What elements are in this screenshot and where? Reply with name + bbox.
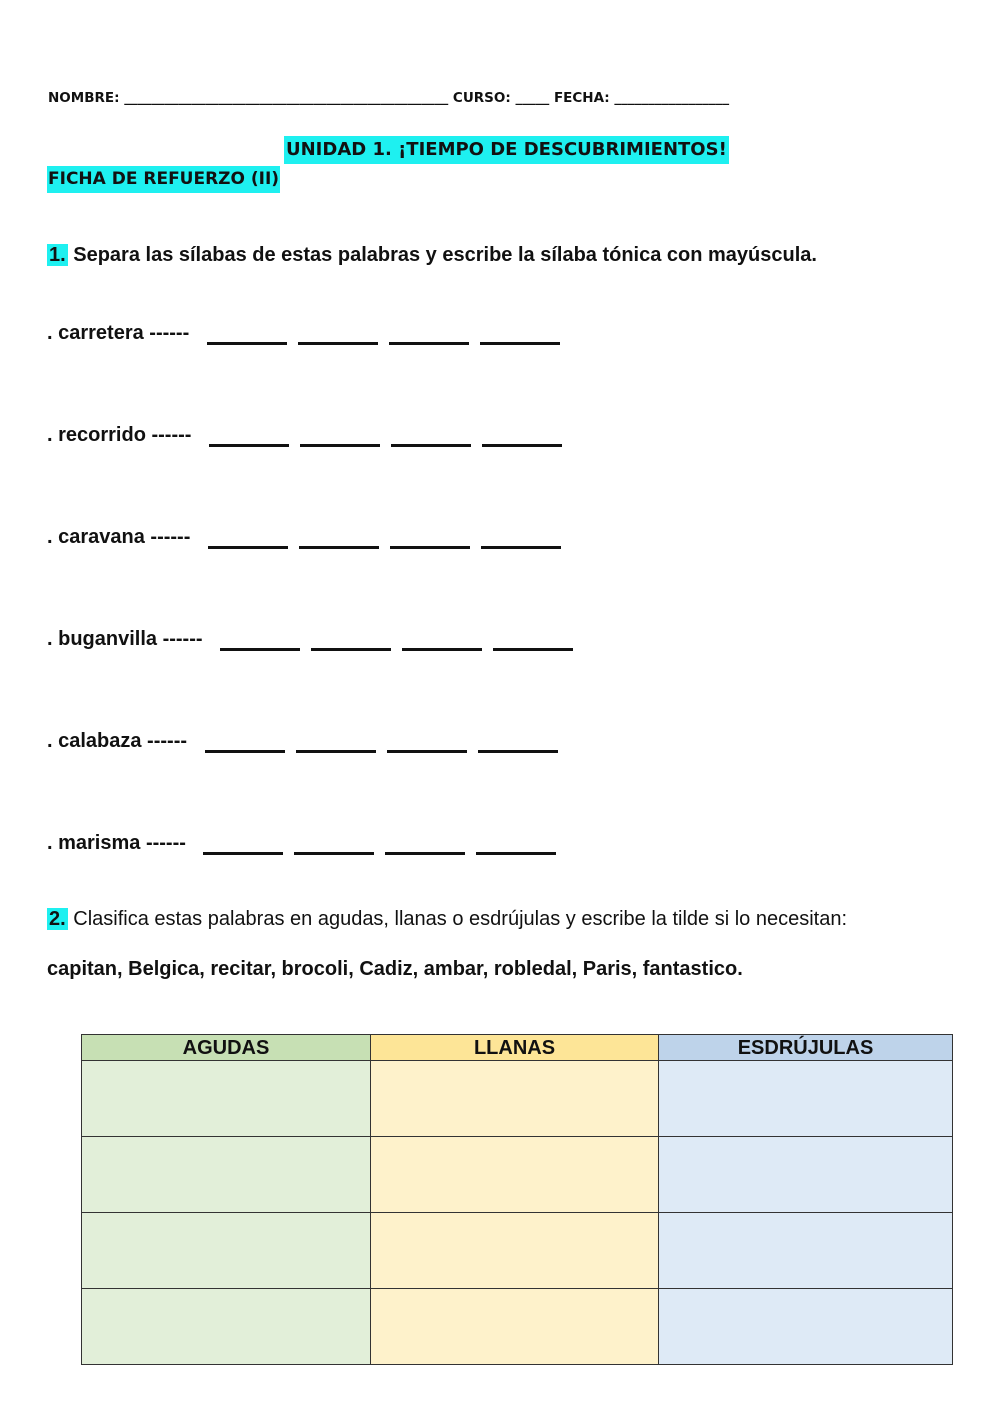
fecha-label: FECHA: bbox=[553, 90, 610, 106]
agudas-cell[interactable] bbox=[82, 1137, 371, 1213]
syllable-row bbox=[47, 424, 573, 447]
nombre-label: NOMBRE: bbox=[48, 90, 120, 106]
syllable-blank[interactable] bbox=[480, 323, 560, 345]
table-row bbox=[82, 1289, 953, 1365]
fecha-field[interactable]: _________________ bbox=[614, 90, 730, 106]
syllable-blank[interactable] bbox=[296, 731, 376, 753]
syllable-blank[interactable] bbox=[298, 323, 378, 345]
exercise-1-text: Separa las sílabas de estas palabras y escribe la sílaba tónica con mayúscula. bbox=[73, 244, 817, 266]
syllable-blank[interactable] bbox=[209, 425, 289, 447]
syllable-blank[interactable] bbox=[478, 731, 558, 753]
agudas-cell[interactable] bbox=[82, 1061, 371, 1137]
syllable-row bbox=[47, 730, 569, 753]
syllable-blank[interactable] bbox=[493, 629, 573, 651]
exercise-2-instruction bbox=[47, 908, 847, 931]
student-info-line bbox=[48, 90, 908, 106]
curso-label: CURSO: bbox=[452, 90, 511, 106]
exercise-2-word-list: capitan, Belgica, recitar, brocoli, Cadiz, ambar, robledal, Paris, fantastico. bbox=[47, 958, 743, 980]
syllable-blank[interactable] bbox=[220, 629, 300, 651]
header-agudas: AGUDAS bbox=[82, 1035, 371, 1061]
syllable-blank[interactable] bbox=[387, 731, 467, 753]
worksheet-subtitle: FICHA DE REFUERZO (II) bbox=[47, 166, 280, 193]
syllable-blank[interactable] bbox=[207, 323, 287, 345]
esdrujulas-cell[interactable] bbox=[659, 1137, 953, 1213]
syllable-blank[interactable] bbox=[482, 425, 562, 447]
header-esdrujulas: ESDRÚJULAS bbox=[659, 1035, 953, 1061]
syllable-blank[interactable] bbox=[208, 527, 288, 549]
table-row bbox=[82, 1213, 953, 1289]
exercise-2-text: Clasifica estas palabras en agudas, llanas o esdrújulas y escribe la tilde si lo necesitan: bbox=[73, 908, 848, 930]
curso-field[interactable]: _____ bbox=[515, 90, 550, 106]
unit-title: UNIDAD 1. ¡TIEMPO DE DESCUBRIMIENTOS! bbox=[284, 136, 729, 164]
llanas-cell[interactable] bbox=[371, 1137, 659, 1213]
llanas-cell[interactable] bbox=[371, 1213, 659, 1289]
word-label: . marisma ------ bbox=[47, 832, 186, 854]
syllable-blank[interactable] bbox=[205, 731, 285, 753]
word-label: . caravana ------ bbox=[47, 526, 191, 548]
esdrujulas-cell[interactable] bbox=[659, 1061, 953, 1137]
word-label: . buganvilla ------ bbox=[47, 628, 203, 650]
syllable-row bbox=[47, 526, 572, 549]
syllable-row bbox=[47, 832, 567, 855]
table-header-row bbox=[82, 1035, 953, 1061]
syllable-blank[interactable] bbox=[389, 323, 469, 345]
syllable-blank[interactable] bbox=[203, 833, 283, 855]
esdrujulas-cell[interactable] bbox=[659, 1213, 953, 1289]
syllable-row bbox=[47, 628, 584, 651]
exercise-1-number: 1. bbox=[49, 244, 66, 266]
exercise-1-instruction bbox=[47, 244, 817, 267]
classification-table bbox=[81, 1034, 953, 1365]
syllable-blank[interactable] bbox=[385, 833, 465, 855]
esdrujulas-cell[interactable] bbox=[659, 1289, 953, 1365]
syllable-blank[interactable] bbox=[476, 833, 556, 855]
syllable-blank[interactable] bbox=[294, 833, 374, 855]
word-label: . carretera ------ bbox=[47, 322, 190, 344]
syllable-blank[interactable] bbox=[299, 527, 379, 549]
llanas-cell[interactable] bbox=[371, 1061, 659, 1137]
nombre-field[interactable]: ________________________________________________ bbox=[124, 90, 449, 106]
word-label: . recorrido ------ bbox=[47, 424, 192, 446]
syllable-blank[interactable] bbox=[390, 527, 470, 549]
exercise-2-number: 2. bbox=[49, 908, 66, 930]
table-row bbox=[82, 1137, 953, 1213]
syllable-blank[interactable] bbox=[300, 425, 380, 447]
syllable-blank[interactable] bbox=[391, 425, 471, 447]
syllable-blank[interactable] bbox=[402, 629, 482, 651]
syllable-blank[interactable] bbox=[311, 629, 391, 651]
llanas-cell[interactable] bbox=[371, 1289, 659, 1365]
table-row bbox=[82, 1061, 953, 1137]
header-llanas: LLANAS bbox=[371, 1035, 659, 1061]
word-label: . calabaza ------ bbox=[47, 730, 188, 752]
syllable-row bbox=[47, 322, 571, 345]
agudas-cell[interactable] bbox=[82, 1289, 371, 1365]
agudas-cell[interactable] bbox=[82, 1213, 371, 1289]
syllable-blank[interactable] bbox=[481, 527, 561, 549]
